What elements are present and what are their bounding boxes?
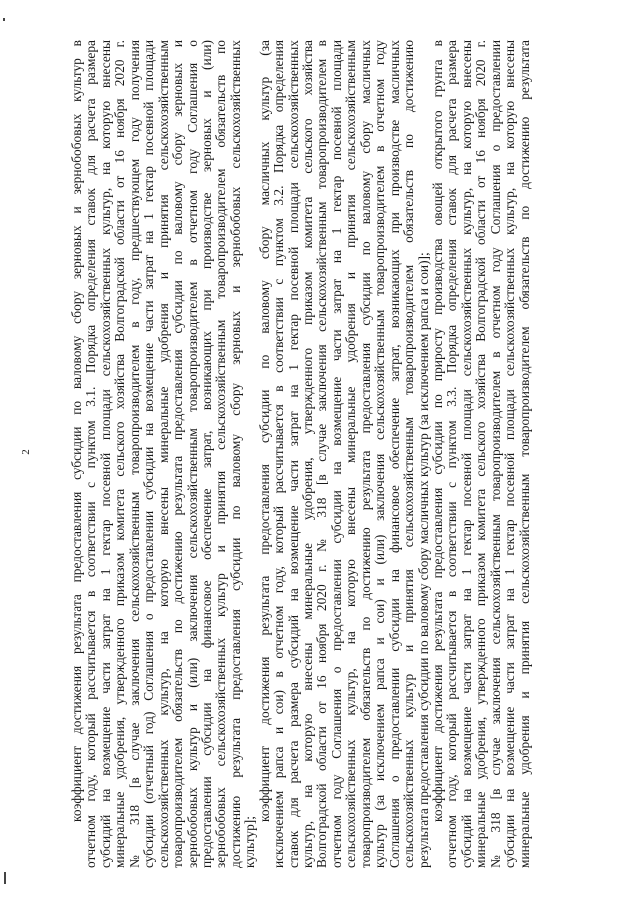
text-line: предоставлении субсидии на финансовое обеспечение затрат, возникающих при производстве зерновых и (или): [198, 40, 214, 868]
text-line: сельскохозяйственных культур и принятия сельскохозяйственным товаропроизводителем обязательств по достижению: [401, 40, 417, 868]
text-line: № 318 [в случае заключения сельскохозяйственным товаропроизводителем в году, предшествующем году получения: [126, 40, 142, 868]
text-line: культур (за исключением рапса и сои) и (или) заключения сельскохозяйственным товаропроизводителем в отчетном году: [372, 40, 388, 868]
page-number: 2: [20, 449, 32, 455]
text-line: минеральные удобрения и принятия сельскохозяйственным товаропроизводителем обязательств по достижению результата: [516, 40, 532, 868]
text-line: товаропроизводителем обязательств по достижению результата предоставления субсидии по валовому сбору масличных: [357, 40, 373, 868]
scan-edge-mark: [3, 18, 5, 21]
text-line: зернобобовых сельскохозяйственных культур и принятия сельскохозяйственным товаропроизводителем обязательств по: [213, 40, 229, 868]
text-line: коэффициент достижения результата предоставления субсидии по валовому сбору масличных культур (за: [256, 40, 272, 822]
text-line: минеральные удобрения, утвержденного приказом комитета сельского хозяйства Волгоградской области от 16 ноября 2020 г.: [473, 40, 489, 868]
text-line: коэффициент достижения результата предоставления субсидии по приросту производства овощей открытого грунта в: [429, 40, 445, 822]
text-line: субсидии (отчетный год) Соглашения о предоставлении субсидии на возмещение части затрат на 1 гектар посевной площади: [141, 40, 157, 868]
text-line: субсидий на возмещение части затрат на 1 гектар посевной площади сельскохозяйственных культур, на которую внесены: [458, 40, 474, 868]
document-body: [70, 40, 532, 868]
text-line: минеральные удобрения, утвержденного приказом комитета сельского хозяйства Волгоградской области от 16 ноября 2020 г.: [112, 40, 128, 868]
text-line: коэффициент достижения результата предоставления субсидии по валовому сбору зерновых и зернобобовых культур в: [69, 40, 84, 822]
text-line: субсидии на возмещение части затрат на 1 гектар посевной площади сельскохозяйственных культур, на которую внесены: [502, 40, 518, 868]
text-line: культур, на которую внесены минеральные удобрения, утвержденного приказом комитета сельского хозяйства: [300, 40, 315, 868]
text-line: товаропроизводителем обязательств по достижению результата предоставления субсидии по валовому сбору зерновых и: [170, 40, 186, 868]
text-line: Волгоградской области от 16 ноября 2020 г. № 318 [в случае заключения сельскохозяйственным товаропроизводителем в: [314, 40, 330, 868]
text-line: Соглашения о предоставлении субсидии на финансовое обеспечение затрат, возникающих при производстве масличных: [386, 40, 402, 868]
text-line: сельскохозяйственных культур, на которую внесены минеральные удобрения и принятия сельскохозяйственным: [155, 40, 171, 868]
text-line: ставок для расчета размера субсидий на возмещение части затрат на 1 гектар посевной площади сельскохозяйственных: [285, 40, 301, 868]
text-line: культур];: [242, 816, 258, 868]
text-line: результата предоставления субсидии по валовому сбору масличных культур (за исключением рапса и сои)];: [415, 252, 431, 868]
text-line: № 318 [в случае заключения сельскохозяйственным товаропроизводителем в отчетном году Соглашения о предоставлении: [487, 40, 503, 868]
scan-edge-mark: [4, 872, 6, 884]
text-line: субсидий на возмещение части затрат на 1 гектар посевной площади сельскохозяйственных культур, на которую внесены: [97, 40, 113, 868]
text-line: сельскохозяйственных культур, на которую внесены минеральные удобрения и принятия сельскохозяйственным: [343, 40, 359, 868]
text-line: отчетном году, который рассчитывается в соответствии с пунктом 3.1. Порядка определения ставок для расчета размера: [83, 40, 99, 868]
text-line: отчетном году, который рассчитывается в соответствии с пунктом 3.3. Порядка определения ставок для расчета размера: [444, 40, 460, 868]
text-line: исключением рапса и сои) в отчетном году, который рассчитывается в соответствии с пунктом 3.2. Порядка определения: [271, 40, 287, 868]
text-line: зернобобовых культур и (или) заключения сельскохозяйственным товаропроизводителем в отчетном году Соглашения о: [184, 40, 200, 868]
text-line: отчетном году Соглашения о предоставлении субсидии на возмещение части затрат на 1 гектар посевной площади: [328, 40, 344, 868]
text-line: достижению результата предоставления субсидии по валовому сбору зерновых и зернобобовых сельскохозяйственных: [227, 40, 243, 868]
